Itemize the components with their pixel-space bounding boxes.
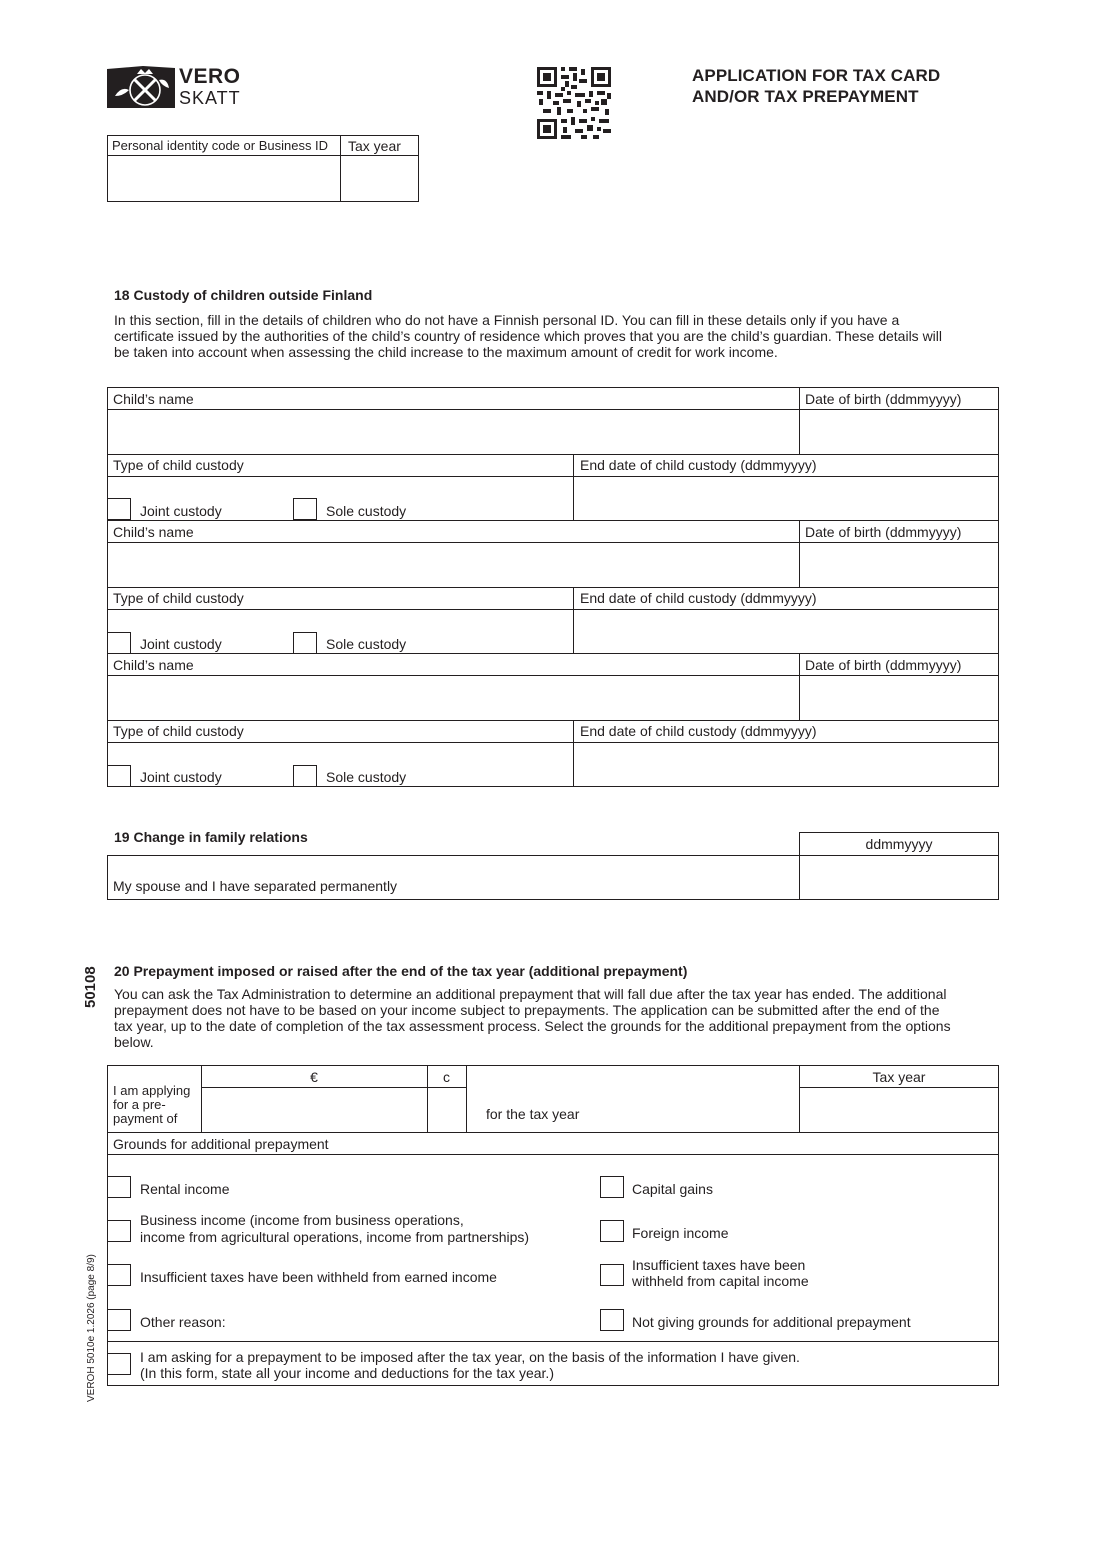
form-id-page: VEROH 5010e 1.2026 (page 8/9) [86,1254,97,1402]
qr-code-icon [537,67,611,139]
child-3-end-date-field[interactable] [575,744,997,785]
business-income-label-2: income from agricultural operations, income from partnerships) [140,1229,530,1245]
personal-id-field[interactable] [109,157,339,200]
logo-text-vero: VERO [179,65,241,88]
business-income-checkbox[interactable] [107,1220,131,1242]
after-tax-year-label-1: I am asking for a prepayment to be imposed after the tax year, on the basis of the information I have given. [140,1349,800,1365]
child-1-dob-field[interactable] [801,411,997,453]
prepayment-tax-year-field[interactable] [801,1089,997,1131]
prepayment-tax-year-label: Tax year [872,1069,926,1085]
child-3-joint-custody-label: Joint custody [140,769,222,785]
section-20-intro-4: below. [114,1034,154,1050]
other-reason-checkbox[interactable] [107,1309,131,1331]
personal-id-label: Personal identity code or Business ID [112,138,329,153]
child-1-name-field[interactable] [109,411,797,453]
child-1-end-date-field[interactable] [575,478,997,519]
prepayment-euro-field[interactable] [203,1089,426,1131]
child-2-end-date-field[interactable] [575,611,997,652]
euro-label: € [310,1069,318,1085]
after-tax-year-label-2: (In this form, state all your income and deductions for the tax year.) [140,1365,554,1381]
prepayment-cent-field[interactable] [429,1089,465,1131]
cent-label: c [443,1069,450,1085]
section-20-intro-3: tax year, up to the date of completion of the tax assessment process. Select the grounds for the additional prepayment from the options [114,1018,951,1034]
child-1-joint-custody-checkbox[interactable] [107,498,131,520]
child-1-name-label: Child’s name [113,391,194,407]
after-tax-year-checkbox[interactable] [107,1353,131,1375]
business-income-label-1: Business income (income from business operations, [140,1212,464,1228]
section-18-heading: 18 Custody of children outside Finland [114,287,373,303]
tax-year-field[interactable] [342,157,417,200]
vero-emblem-icon [107,66,175,108]
child-1-end-label: End date of child custody (ddmmyyyy) [580,457,817,473]
other-reason-field[interactable] [235,1306,575,1334]
capital-gains-checkbox[interactable] [600,1176,624,1198]
child-2-joint-custody-checkbox[interactable] [107,632,131,654]
insufficient-earned-checkbox[interactable] [107,1264,131,1286]
other-reason-label: Other reason: [140,1314,226,1330]
separation-date-field[interactable] [801,857,997,898]
child-3-sole-custody-label: Sole custody [326,769,407,785]
child-2-name-label: Child’s name [113,524,194,540]
section-19-heading: 19 Change in family relations [114,829,308,845]
child-2-type-label: Type of child custody [113,590,244,606]
no-grounds-label: Not giving grounds for additional prepayment [632,1314,911,1330]
child-2-sole-custody-label: Sole custody [326,636,407,652]
child-1-joint-custody-label: Joint custody [140,503,222,519]
child-2-end-label: End date of child custody (ddmmyyyy) [580,590,817,606]
rental-income-checkbox[interactable] [107,1176,131,1198]
child-2-dob-label: Date of birth (ddmmyyyy) [805,524,962,540]
applying-label-2: for a pre- [113,1097,166,1112]
family-date-label: ddmmyyyy [865,836,933,852]
child-3-dob-field[interactable] [801,677,997,719]
capital-gains-label: Capital gains [632,1181,713,1197]
child-2-joint-custody-label: Joint custody [140,636,222,652]
child-2-name-field[interactable] [109,544,797,586]
child-3-end-label: End date of child custody (ddmmyyyy) [580,723,817,739]
child-3-name-label: Child’s name [113,657,194,673]
child-1-type-label: Type of child custody [113,457,244,473]
insufficient-earned-label: Insufficient taxes have been withheld from earned income [140,1269,497,1285]
no-grounds-checkbox[interactable] [600,1309,624,1331]
child-1-dob-label: Date of birth (ddmmyyyy) [805,391,962,407]
child-2-dob-field[interactable] [801,544,997,586]
child-3-type-label: Type of child custody [113,723,244,739]
foreign-income-checkbox[interactable] [600,1220,624,1242]
separated-permanently-label: My spouse and I have separated permanently [113,878,398,894]
form-title-line-1: APPLICATION FOR TAX CARD [692,66,941,85]
section-18-intro-2: certificate issued by the authorities of the child’s country of residence which proves that you are the child’s guardian. These details will [114,328,943,344]
logo-text-skatt: SKATT [179,88,241,108]
form-title-line-2: AND/OR TAX PREPAYMENT [692,87,919,106]
grounds-label: Grounds for additional prepayment [113,1136,329,1152]
applying-label-1: I am applying [113,1083,191,1098]
child-3-joint-custody-checkbox[interactable] [107,765,131,787]
tax-year-label: Tax year [348,138,401,154]
section-20-heading: 20 Prepayment imposed or raised after the end of the tax year (additional prepayment) [114,963,688,979]
section-20-intro-1: You can ask the Tax Administration to determine an additional prepayment that will fall due after the tax year has ended. The additional [114,986,947,1002]
section-18-intro-1: In this section, fill in the details of children who do not have a Finnish personal ID. You can fill in these details only if you have a [114,312,900,328]
foreign-income-label: Foreign income [632,1225,729,1241]
section-18-intro-3: be taken into account when assessing the child increase to the maximum amount of credit for work income. [114,344,778,360]
child-1-sole-custody-checkbox[interactable] [293,498,317,520]
insufficient-capital-checkbox[interactable] [600,1264,624,1286]
rental-income-label: Rental income [140,1181,230,1197]
child-3-name-field[interactable] [109,677,797,719]
section-20-intro-2: prepayment does not have to be based on your income subject to prepayments. The application can be submitted after the end of the [114,1002,940,1018]
applying-label-3: payment of [113,1111,178,1126]
child-2-sole-custody-checkbox[interactable] [293,632,317,654]
insufficient-capital-label-2: withheld from capital income [632,1273,809,1289]
for-tax-year-label: for the tax year [486,1106,580,1122]
insufficient-capital-label-1: Insufficient taxes have been [632,1257,806,1273]
form-code: 50108 [82,966,99,1008]
vero-skatt-logo [107,66,257,110]
child-1-sole-custody-label: Sole custody [326,503,407,519]
child-3-sole-custody-checkbox[interactable] [293,765,317,787]
child-3-dob-label: Date of birth (ddmmyyyy) [805,657,962,673]
